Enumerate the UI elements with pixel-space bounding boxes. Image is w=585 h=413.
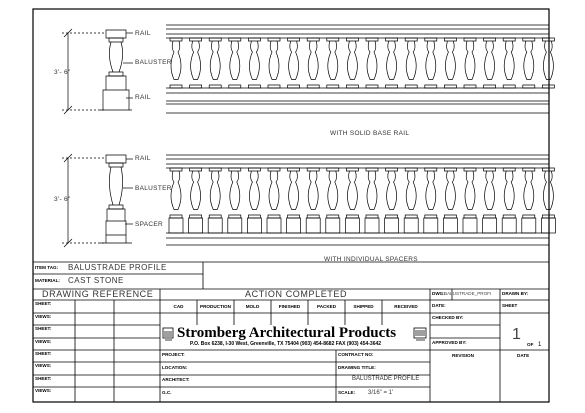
spacer-block: [365, 218, 379, 233]
caption-solid-base-rail: WITH SOLID BASE RAIL: [330, 130, 410, 137]
scale-value: 3/16" = 1': [368, 390, 394, 396]
spacer-block: [463, 218, 477, 233]
label-baluster: BALUSTER: [135, 59, 172, 66]
project-label: PROJECT:: [162, 352, 185, 357]
spacer-block: [208, 218, 222, 233]
baluster: [346, 38, 358, 88]
spacer-block: [483, 218, 497, 233]
baluster: [288, 38, 300, 88]
material-label: MATERIAL:: [35, 278, 60, 283]
sheet-total: 1: [538, 342, 542, 348]
rail-top-shape: [106, 30, 126, 38]
baluster: [386, 168, 398, 218]
gc-label: G.C.: [162, 390, 172, 395]
label-spacer: SPACER: [135, 221, 164, 228]
baluster: [170, 168, 182, 218]
spacer-block: [502, 218, 516, 233]
reference-row-label: SHEET:: [35, 326, 52, 331]
baluster-row: [170, 38, 554, 88]
dimension-label-top: 3'- 6": [54, 69, 71, 76]
drawing-title-label: DRAWING TITLE:: [338, 365, 376, 370]
baluster: [405, 168, 417, 218]
baluster: [248, 38, 260, 88]
reference-row-label: VIEWS:: [35, 314, 52, 319]
scale-label: SCALE:: [338, 390, 356, 395]
reference-row-label: SHEET:: [35, 376, 52, 381]
reference-row-label: VIEWS:: [35, 388, 52, 393]
baluster: [209, 168, 221, 218]
drawing-reference-header: DRAWING REFERENCE: [42, 289, 154, 299]
caption-individual-spacers: WITH INDIVIDUAL SPACERS: [324, 256, 418, 263]
action-column-header: CAD: [173, 304, 184, 309]
dwg-value: BALUSTRADE_PROFI: [444, 291, 492, 296]
spacer-block: [522, 218, 536, 233]
material-value: CAST STONE: [68, 276, 124, 285]
spacer-block: [247, 218, 261, 233]
location-label: LOCATION:: [162, 365, 188, 370]
baluster: [425, 38, 437, 88]
baluster: [444, 38, 456, 88]
baluster-row: [170, 168, 554, 218]
company-logo-right: [414, 328, 426, 340]
baluster: [464, 168, 476, 218]
spacer-block: [189, 218, 203, 233]
spacer-block: [267, 218, 281, 233]
spacer-block: [326, 218, 340, 233]
action-column-header: RECEIVED: [394, 304, 418, 309]
baluster: [464, 38, 476, 88]
baluster: [425, 168, 437, 218]
baluster: [386, 38, 398, 88]
baluster: [248, 168, 260, 218]
baluster: [268, 38, 280, 88]
label-rail-bottom: RAIL: [135, 94, 151, 101]
spacer-block: [306, 218, 320, 233]
baluster: [346, 168, 358, 218]
sheet-number: 1: [512, 326, 521, 343]
spacer-block: [345, 218, 359, 233]
checked-by-label: CHECKED BY:: [432, 315, 464, 320]
spacer-row: [169, 218, 555, 233]
reference-row-label: SHEET:: [35, 301, 52, 306]
reference-row-label: VIEWS:: [35, 339, 52, 344]
label-rail-top: RAIL: [135, 30, 151, 37]
baluster: [190, 168, 202, 218]
baluster-shape: [109, 38, 123, 76]
baluster: [327, 168, 339, 218]
baluster: [366, 38, 378, 88]
top-profile-section: [62, 29, 133, 114]
spacer-block: [385, 218, 399, 233]
baluster: [288, 168, 300, 218]
baluster: [484, 168, 496, 218]
dwg-label: DWG:: [432, 291, 445, 296]
baluster: [229, 38, 241, 88]
rail-top-shape: [106, 155, 126, 163]
baluster: [327, 38, 339, 88]
contract-label: CONTRACT NO:: [338, 352, 374, 357]
action-column-header: PACKED: [316, 304, 337, 309]
baluster: [523, 38, 535, 88]
label-rail-top: RAIL: [135, 155, 151, 162]
baluster: [405, 38, 417, 88]
spacer-block: [287, 218, 301, 233]
approved-by-label: APPROVED BY:: [432, 340, 467, 345]
action-column-header: FINISHED: [278, 304, 301, 309]
bottom-elevation: [166, 155, 555, 245]
top-elevation: [166, 25, 554, 113]
date-label: DATE:: [432, 303, 446, 308]
company-name: Stromberg Architectural Products: [177, 325, 397, 341]
spacer-block: [228, 218, 242, 233]
company-address: P.O. Box 6238, I-30 West, Greenville, TX 75404 (903) 454-8682 FAX (903) 454-3642: [190, 341, 382, 347]
spacer-block: [443, 218, 457, 233]
baluster: [444, 168, 456, 218]
baluster: [190, 38, 202, 88]
baluster: [307, 38, 319, 88]
action-column-header: PRODUCTION: [200, 304, 231, 309]
spacer-block: [169, 218, 183, 233]
dimension-label-bottom: 3'- 6": [54, 196, 71, 203]
reference-row-label: SHEET:: [35, 351, 52, 356]
spacer-block: [404, 218, 418, 233]
revision-date-label: DATE: [517, 353, 530, 358]
baluster: [503, 168, 515, 218]
label-baluster: BALUSTER: [135, 185, 172, 192]
baluster-shape: [109, 163, 123, 209]
drawing-title-value: BALUSTRADE PROFILE: [352, 376, 420, 382]
baluster: [366, 168, 378, 218]
drawn-by-label: DRAWN BY:: [502, 291, 529, 296]
baluster: [209, 38, 221, 88]
bottom-profile-section: [62, 154, 133, 247]
company-logo-left: [163, 328, 173, 340]
rail-bottom-shape: [100, 76, 132, 110]
spacer-shape: [100, 209, 132, 243]
item-tag-value: BALUSTRADE PROFILE: [68, 263, 167, 272]
baluster: [523, 168, 535, 218]
action-column-header: MOLD: [245, 304, 260, 309]
spacer-block: [424, 218, 438, 233]
action-column-header: SHIPPED: [353, 304, 374, 309]
sheet-of: OF: [527, 342, 534, 347]
sheet-label: SHEET: [502, 303, 518, 308]
baluster: [484, 38, 496, 88]
item-tag-label: ITEM TAG:: [35, 265, 59, 270]
baluster: [503, 38, 515, 88]
baluster: [307, 168, 319, 218]
architect-label: ARCHITECT:: [162, 377, 190, 382]
reference-row-label: VIEWS:: [35, 363, 52, 368]
action-completed-header: ACTION COMPLETED: [245, 289, 348, 299]
baluster: [229, 168, 241, 218]
baluster: [268, 168, 280, 218]
revision-label: REVISION: [452, 353, 474, 358]
